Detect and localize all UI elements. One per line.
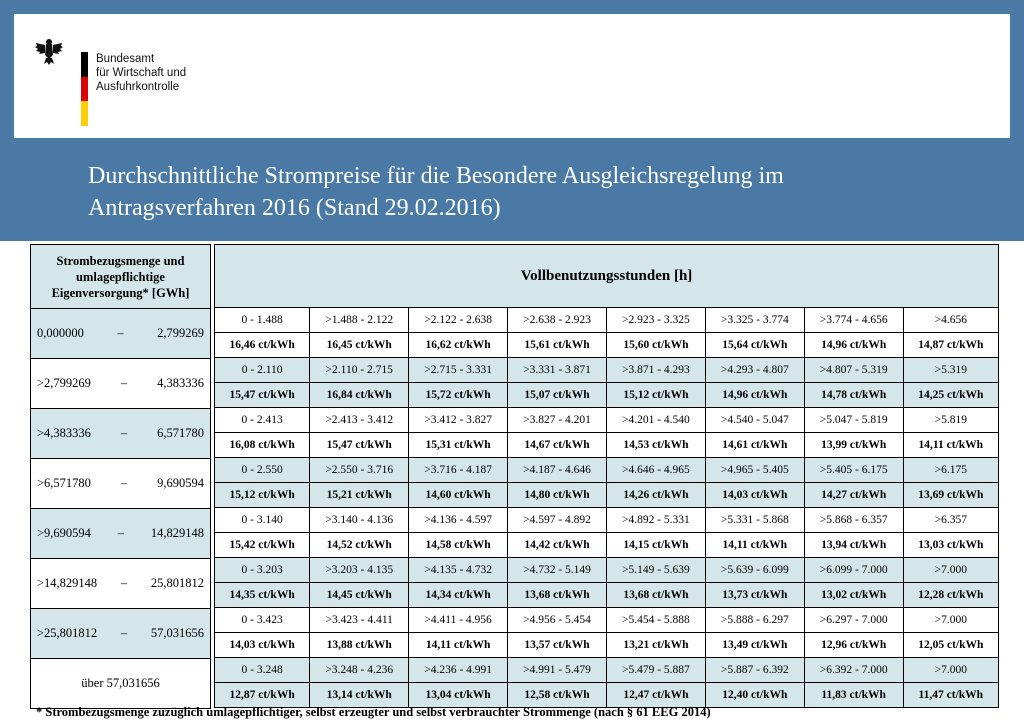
- range-dash: –: [120, 376, 128, 390]
- price-cell: 13,04 ct/kWh: [409, 683, 508, 708]
- range-to: 2,799269: [157, 326, 204, 340]
- consumption-range-cell: [31, 409, 211, 459]
- price-cell: 14,61 ct/kWh: [705, 433, 804, 458]
- range-to: 4,383336: [157, 376, 204, 390]
- consumption-row: [31, 309, 211, 359]
- price-cell: 15,61 ct/kWh: [508, 333, 607, 358]
- hours-range-cell: >2.715 - 3.331: [409, 358, 508, 383]
- org-line: für Wirtschaft und: [96, 67, 187, 79]
- flag-red: [81, 77, 88, 102]
- price-cell: 12,40 ct/kWh: [705, 683, 804, 708]
- price-row: [215, 483, 999, 508]
- hours-range-cell: >3.827 - 4.201: [508, 408, 607, 433]
- hours-range-cell: >3.203 - 4.135: [310, 558, 409, 583]
- hours-range-cell: >4.807 - 5.319: [804, 358, 903, 383]
- price-cell: 12,58 ct/kWh: [508, 683, 607, 708]
- hours-range-cell: >4.135 - 4.732: [409, 558, 508, 583]
- hours-range-cell: 0 - 2.413: [215, 408, 310, 433]
- hours-range-cell: >5.319: [903, 358, 998, 383]
- consumption-row: [31, 559, 211, 609]
- hours-range-cell: >5.479 - 5.887: [606, 658, 705, 683]
- consumption-range-cell: [31, 559, 211, 609]
- hours-range-cell: 0 - 3.203: [215, 558, 310, 583]
- price-cell: 12,87 ct/kWh: [215, 683, 310, 708]
- consumption-range-cell: [31, 659, 211, 709]
- range-label: über 57,031656: [81, 676, 160, 690]
- consumption-range-cell: [31, 459, 211, 509]
- hours-range-cell: >3.140 - 4.136: [310, 508, 409, 533]
- price-row: [215, 633, 999, 658]
- price-cell: 13,68 ct/kWh: [508, 583, 607, 608]
- range-dash: –: [120, 476, 128, 490]
- range-dash: –: [120, 626, 128, 640]
- hours-range-cell: 0 - 2.550: [215, 458, 310, 483]
- hours-range-cell: >6.099 - 7.000: [804, 558, 903, 583]
- price-cell: 14,27 ct/kWh: [804, 483, 903, 508]
- hours-range-cell: >1.488 - 2.122: [310, 308, 409, 333]
- flag-black: [81, 52, 88, 77]
- price-cell: 11,83 ct/kWh: [804, 683, 903, 708]
- hours-range-cell: >7.000: [903, 558, 998, 583]
- price-row: [215, 383, 999, 408]
- hours-range-cell: >2.550 - 3.716: [310, 458, 409, 483]
- price-cell: 16,84 ct/kWh: [310, 383, 409, 408]
- german-flag-stripe: [81, 52, 88, 126]
- hours-range-cell: >2.638 - 2.923: [508, 308, 607, 333]
- logo-panel: [14, 14, 1010, 138]
- price-cell: 14,03 ct/kWh: [215, 633, 310, 658]
- hours-range-cell: 0 - 1.488: [215, 308, 310, 333]
- hours-range-cell: >5.887 - 6.392: [705, 658, 804, 683]
- hours-range-cell: >4.293 - 4.807: [705, 358, 804, 383]
- range-dash: –: [117, 326, 124, 340]
- range-dash: –: [120, 426, 128, 440]
- price-row: [215, 333, 999, 358]
- consumption-range-cell: [31, 509, 211, 559]
- price-cell: 13,68 ct/kWh: [606, 583, 705, 608]
- price-row: [215, 533, 999, 558]
- footnote: * Strombezugsmenge zuzüglich umlagepflichtiger, selbst erzeugter und selbst verbrauchter Strommenge (nach § 61 EEG 2014): [36, 705, 711, 719]
- hours-range-cell: >4.201 - 4.540: [606, 408, 705, 433]
- price-table: [214, 244, 999, 708]
- hours-range-cell: >4.646 - 4.965: [606, 458, 705, 483]
- hours-range-cell: >4.965 - 5.405: [705, 458, 804, 483]
- price-cell: 14,96 ct/kWh: [804, 333, 903, 358]
- hours-range-cell: >7.000: [903, 608, 998, 633]
- price-cell: 13,73 ct/kWh: [705, 583, 804, 608]
- price-row: [215, 583, 999, 608]
- org-line: Bundesamt: [96, 53, 155, 65]
- hours-range-cell: >5.149 - 5.639: [606, 558, 705, 583]
- hours-range-cell: >4.540 - 5.047: [705, 408, 804, 433]
- hours-range-cell: >3.325 - 3.774: [705, 308, 804, 333]
- price-cell: 15,72 ct/kWh: [409, 383, 508, 408]
- price-cell: 15,47 ct/kWh: [215, 383, 310, 408]
- hours-range-cell: >5.639 - 6.099: [705, 558, 804, 583]
- price-cell: 13,99 ct/kWh: [804, 433, 903, 458]
- range-from: >4,383336: [37, 426, 91, 440]
- hours-range-cell: >3.248 - 4.236: [310, 658, 409, 683]
- consumption-header: Strombezugsmenge und umlagepflichtige Eigenversorgung* [GWh]: [31, 245, 211, 309]
- price-cell: 15,60 ct/kWh: [606, 333, 705, 358]
- hours-range-cell: >4.411 - 4.956: [409, 608, 508, 633]
- title-line: Durchschnittliche Strompreise für die Besondere Ausgleichsregelung im: [88, 163, 784, 189]
- hours-row: [215, 558, 999, 583]
- price-cell: 16,45 ct/kWh: [310, 333, 409, 358]
- hours-range-cell: >6.175: [903, 458, 998, 483]
- hours-range-cell: >3.423 - 4.411: [310, 608, 409, 633]
- hours-range-cell: >5.405 - 6.175: [804, 458, 903, 483]
- hours-row: [215, 658, 999, 683]
- hours-row: [215, 508, 999, 533]
- price-cell: 13,14 ct/kWh: [310, 683, 409, 708]
- range-to: 57,031656: [150, 626, 204, 640]
- price-cell: 15,12 ct/kWh: [215, 483, 310, 508]
- hours-range-cell: 0 - 2.110: [215, 358, 310, 383]
- hours-range-cell: >2.110 - 2.715: [310, 358, 409, 383]
- hours-range-cell: 0 - 3.248: [215, 658, 310, 683]
- price-cell: 16,46 ct/kWh: [215, 333, 310, 358]
- hours-range-cell: >6.392 - 7.000: [804, 658, 903, 683]
- org-line: Ausfuhrkontrolle: [96, 81, 180, 93]
- hours-range-cell: 0 - 3.423: [215, 608, 310, 633]
- price-cell: 14,87 ct/kWh: [903, 333, 998, 358]
- range-to: 6,571780: [157, 426, 204, 440]
- price-cell: 14,15 ct/kWh: [606, 533, 705, 558]
- flag-gold: [81, 101, 88, 126]
- title-line: Antragsverfahren 2016 (Stand 29.02.2016): [88, 195, 501, 221]
- full-load-hours-header: Vollbenutzungsstunden [h]: [215, 245, 999, 308]
- price-cell: 15,64 ct/kWh: [705, 333, 804, 358]
- price-cell: 14,53 ct/kWh: [606, 433, 705, 458]
- price-cell: 14,03 ct/kWh: [705, 483, 804, 508]
- hours-row: [215, 308, 999, 333]
- hours-range-cell: >3.716 - 4.187: [409, 458, 508, 483]
- hours-range-cell: >3.331 - 3.871: [508, 358, 607, 383]
- price-cell: 14,11 ct/kWh: [903, 433, 998, 458]
- hours-range-cell: >3.412 - 3.827: [409, 408, 508, 433]
- hours-row: [215, 608, 999, 633]
- hours-range-cell: >2.122 - 2.638: [409, 308, 508, 333]
- range-to: 14,829148: [150, 526, 204, 540]
- price-cell: 16,08 ct/kWh: [215, 433, 310, 458]
- range-dash: –: [120, 576, 128, 590]
- price-cell: 14,25 ct/kWh: [903, 383, 998, 408]
- range-from: >2,799269: [37, 376, 91, 390]
- price-cell: 12,05 ct/kWh: [903, 633, 998, 658]
- price-cell: 14,35 ct/kWh: [215, 583, 310, 608]
- price-cell: 12,96 ct/kWh: [804, 633, 903, 658]
- range-dash: –: [117, 526, 125, 540]
- range-to: 9,690594: [157, 476, 204, 490]
- price-cell: 14,11 ct/kWh: [409, 633, 508, 658]
- range-to: 25,801812: [150, 576, 204, 590]
- range-from: >6,571780: [37, 476, 91, 490]
- consumption-row: [31, 609, 211, 659]
- page-title: [88, 160, 988, 224]
- price-row: [215, 683, 999, 708]
- consumption-row: [31, 659, 211, 709]
- price-cell: 13,88 ct/kWh: [310, 633, 409, 658]
- consumption-row: [31, 359, 211, 409]
- price-cell: 13,21 ct/kWh: [606, 633, 705, 658]
- consumption-band-table: [30, 244, 211, 709]
- hours-range-cell: >4.892 - 5.331: [606, 508, 705, 533]
- price-cell: 12,47 ct/kWh: [606, 683, 705, 708]
- price-cell: 13,02 ct/kWh: [804, 583, 903, 608]
- hours-range-cell: >3.871 - 4.293: [606, 358, 705, 383]
- hours-range-cell: >5.331 - 5.868: [705, 508, 804, 533]
- hours-range-cell: >2.413 - 3.412: [310, 408, 409, 433]
- price-cell: 14,80 ct/kWh: [508, 483, 607, 508]
- hours-range-cell: 0 - 3.140: [215, 508, 310, 533]
- consumption-range-cell: [31, 309, 211, 359]
- consumption-row: [31, 409, 211, 459]
- price-cell: 15,47 ct/kWh: [310, 433, 409, 458]
- price-cell: 14,78 ct/kWh: [804, 383, 903, 408]
- price-cell: 14,58 ct/kWh: [409, 533, 508, 558]
- price-cell: 15,42 ct/kWh: [215, 533, 310, 558]
- hours-range-cell: >6.297 - 7.000: [804, 608, 903, 633]
- price-cell: 14,11 ct/kWh: [705, 533, 804, 558]
- range-from: >14,829148: [37, 576, 98, 590]
- hours-row: [215, 458, 999, 483]
- hours-range-cell: >4.187 - 4.646: [508, 458, 607, 483]
- hours-row: [215, 408, 999, 433]
- price-cell: 15,07 ct/kWh: [508, 383, 607, 408]
- price-cell: 14,96 ct/kWh: [705, 383, 804, 408]
- hours-range-cell: >5.868 - 6.357: [804, 508, 903, 533]
- price-cell: 13,03 ct/kWh: [903, 533, 998, 558]
- price-row: [215, 433, 999, 458]
- price-cell: 13,57 ct/kWh: [508, 633, 607, 658]
- price-cell: 15,21 ct/kWh: [310, 483, 409, 508]
- consumption-range-cell: [31, 609, 211, 659]
- price-cell: 16,62 ct/kWh: [409, 333, 508, 358]
- price-cell: 14,26 ct/kWh: [606, 483, 705, 508]
- price-cell: 14,34 ct/kWh: [409, 583, 508, 608]
- organization-name: [96, 52, 186, 94]
- hours-range-cell: >4.991 - 5.479: [508, 658, 607, 683]
- hours-range-cell: >7.000: [903, 658, 998, 683]
- hours-row: [215, 358, 999, 383]
- price-cell: 14,67 ct/kWh: [508, 433, 607, 458]
- hours-range-cell: >4.597 - 4.892: [508, 508, 607, 533]
- range-from: >9,690594: [37, 526, 91, 540]
- hours-range-cell: >5.819: [903, 408, 998, 433]
- hours-range-cell: >5.047 - 5.819: [804, 408, 903, 433]
- price-cell: 12,28 ct/kWh: [903, 583, 998, 608]
- price-cell: 14,42 ct/kWh: [508, 533, 607, 558]
- price-cell: 15,31 ct/kWh: [409, 433, 508, 458]
- consumption-row: [31, 459, 211, 509]
- price-cell: 14,60 ct/kWh: [409, 483, 508, 508]
- range-from: >25,801812: [37, 626, 98, 640]
- federal-eagle-icon: [34, 37, 64, 67]
- hours-range-cell: >4.732 - 5.149: [508, 558, 607, 583]
- price-cell: 15,12 ct/kWh: [606, 383, 705, 408]
- price-cell: 11,47 ct/kWh: [903, 683, 998, 708]
- consumption-range-cell: [31, 359, 211, 409]
- hours-range-cell: >5.888 - 6.297: [705, 608, 804, 633]
- price-cell: 13,49 ct/kWh: [705, 633, 804, 658]
- price-cell: 14,45 ct/kWh: [310, 583, 409, 608]
- price-cell: 13,69 ct/kWh: [903, 483, 998, 508]
- range-from: 0,000000: [37, 326, 84, 340]
- price-cell: 13,94 ct/kWh: [804, 533, 903, 558]
- hours-range-cell: >5.454 - 5.888: [606, 608, 705, 633]
- consumption-row: [31, 509, 211, 559]
- price-cell: 14,52 ct/kWh: [310, 533, 409, 558]
- hours-range-cell: >4.136 - 4.597: [409, 508, 508, 533]
- hours-range-cell: >4.236 - 4.991: [409, 658, 508, 683]
- hours-range-cell: >3.774 - 4.656: [804, 308, 903, 333]
- hours-range-cell: >6.357: [903, 508, 998, 533]
- hours-range-cell: >2.923 - 3.325: [606, 308, 705, 333]
- hours-range-cell: >4.956 - 5.454: [508, 608, 607, 633]
- hours-range-cell: >4.656: [903, 308, 998, 333]
